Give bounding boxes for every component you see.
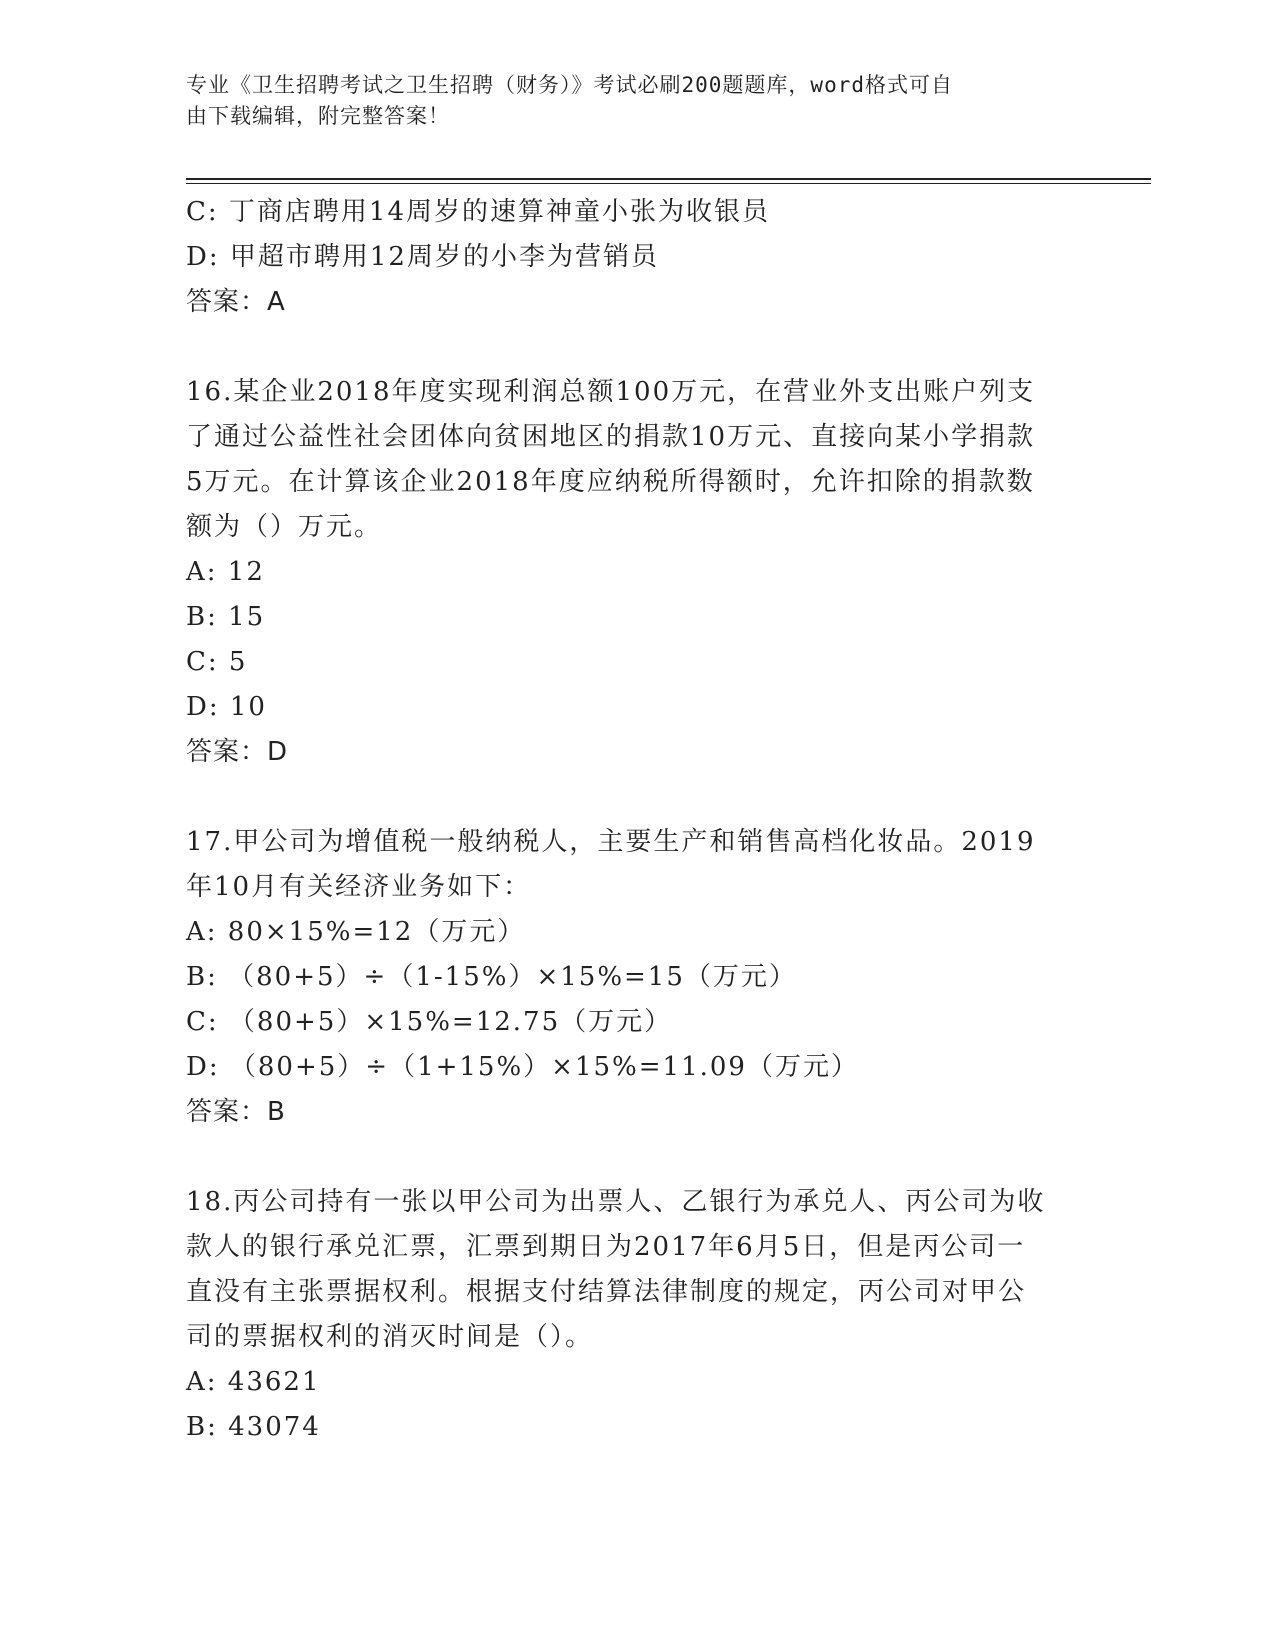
question-list xyxy=(186,190,1076,1450)
header-divider-thin xyxy=(186,183,1151,184)
q16-stem-line-2: 了通过公益性社会团体向贫困地区的捐款10万元、直接向某小学捐款 xyxy=(186,422,1036,452)
q18-option-b: B: 43074 xyxy=(186,1412,321,1442)
document-header xyxy=(186,70,1066,132)
q16-answer: 答案：D xyxy=(186,737,289,767)
spacer xyxy=(186,325,1076,370)
q17-option-d: D: （80+5）÷（1+15%）×15%=11.09（万元） xyxy=(186,1052,859,1082)
q18-stem-line-2: 款人的银行承兑汇票，汇票到期日为2017年6月5日，但是丙公司一 xyxy=(186,1232,1026,1262)
q16-option-b: B: 15 xyxy=(186,602,266,632)
q15-option-d: D: 甲超市聘用12周岁的小李为营销员 xyxy=(186,242,659,272)
q17-option-c: C: （80+5）×15%=12.75（万元） xyxy=(186,1007,673,1037)
header-line-1: 专业《卫生招聘考试之卫生招聘（财务）》考试必刷200题题库，word格式可自 xyxy=(186,73,953,97)
q17-option-b: B: （80+5）÷（1-15%）×15%=15（万元） xyxy=(186,962,797,992)
q16-option-d: D: 10 xyxy=(186,692,267,722)
q17-stem-line-1: 17.甲公司为增值税一般纳税人，主要生产和销售高档化妆品。2019 xyxy=(186,827,1036,857)
q15-answer: 答案：A xyxy=(186,287,286,317)
q16-stem-line-1: 16.某企业2018年度实现利润总额100万元，在营业外支出账户列支 xyxy=(186,377,1036,407)
spacer xyxy=(186,1135,1076,1180)
q18-option-a: A: 43621 xyxy=(186,1367,321,1397)
q18-stem-line-1: 18.丙公司持有一张以甲公司为出票人、乙银行为承兑人、丙公司为收 xyxy=(186,1187,1046,1217)
q18-stem-line-3: 直没有主张票据权利。根据支付结算法律制度的规定，丙公司对甲公 xyxy=(186,1277,1027,1307)
q17-option-a: A: 80×15%=12（万元） xyxy=(186,917,526,947)
q15-option-c: C: 丁商店聘用14周岁的速算神童小张为收银员 xyxy=(186,197,771,227)
q18-stem-line-4: 司的票据权利的消灭时间是（）。 xyxy=(186,1322,594,1352)
q17-stem-line-2: 年10月有关经济业务如下： xyxy=(186,872,532,902)
header-line-2: 由下载编辑，附完整答案！ xyxy=(186,104,450,128)
header-divider-thick xyxy=(186,178,1151,180)
q16-option-a: A: 12 xyxy=(186,557,265,587)
q16-stem-line-3: 5万元。在计算该企业2018年度应纳税所得额时，允许扣除的捐款数 xyxy=(186,467,1035,497)
q16-option-c: C: 5 xyxy=(186,647,248,677)
spacer xyxy=(186,775,1076,820)
q17-answer: 答案：B xyxy=(186,1097,286,1127)
q16-stem-line-4: 额为（）万元。 xyxy=(186,512,383,542)
